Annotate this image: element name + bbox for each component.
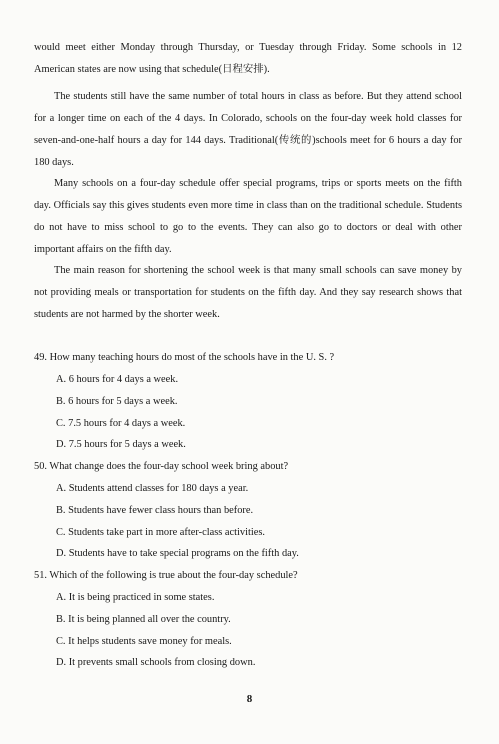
question-51-option-c: C. It helps students save money for meals.	[56, 636, 232, 647]
question-49-stem: 49. How many teaching hours do most of the schools have in the U. S. ?	[34, 352, 335, 363]
question-50-option-c: C. Students take part in more after-class activities.	[56, 527, 265, 538]
question-50-option-b: B. Students have fewer class hours than before.	[56, 505, 254, 516]
question-49-option-c: C. 7.5 hours for 4 days a week.	[56, 418, 186, 429]
question-51-option-b: B. It is being planned all over the country.	[56, 614, 231, 625]
question-51-stem: 51. Which of the following is true about the four-day schedule?	[34, 570, 298, 581]
question-50-option-a: A. Students attend classes for 180 days a year.	[56, 483, 249, 494]
passage-paragraph-3: Many schools on a four-day schedule offer special programs, trips or sports meets on the fifth day. Officials say this gives students even more time in class than on the traditional schedule. Students do not have to miss school to go to the events. They can also go to doctors or deal with other important affairs on the fifth day.	[34, 178, 462, 255]
question-49-option-a: A. 6 hours for 4 days a week.	[56, 374, 179, 385]
passage-paragraph-4: The main reason for shortening the school week is that many small schools can save money by not providing meals or transportation for students on the fifth day. And they say research shows that students are not harmed by the shorter week.	[34, 265, 462, 320]
question-49-option-d: D. 7.5 hours for 5 days a week.	[56, 439, 186, 450]
question-50-stem: 50. What change does the four-day school week bring about?	[34, 461, 289, 472]
page-number: 8	[246, 693, 253, 705]
passage-paragraph-2: The students still have the same number of total hours in class as before. But they attend school for a longer time on each of the 4 days. In Colorado, schools on the four-day week hold classes for seven-and-one-half hours a day for 144 days. Traditional(传统的)schools meet for 6 hours a day for 180 days.	[34, 91, 462, 168]
question-51-option-d: D. It prevents small schools from closing down.	[56, 657, 256, 668]
question-49-option-b: B. 6 hours for 5 days a week.	[56, 396, 178, 407]
passage-paragraph-1: would meet either Monday through Thursday, or Tuesday through Friday. Some schools in 12 American states are now using that schedule(日程安排).	[34, 42, 462, 75]
question-51-option-a: A. It is being practiced in some states.	[56, 592, 215, 603]
question-50-option-d: D. Students have to take special programs on the fifth day.	[56, 548, 299, 559]
